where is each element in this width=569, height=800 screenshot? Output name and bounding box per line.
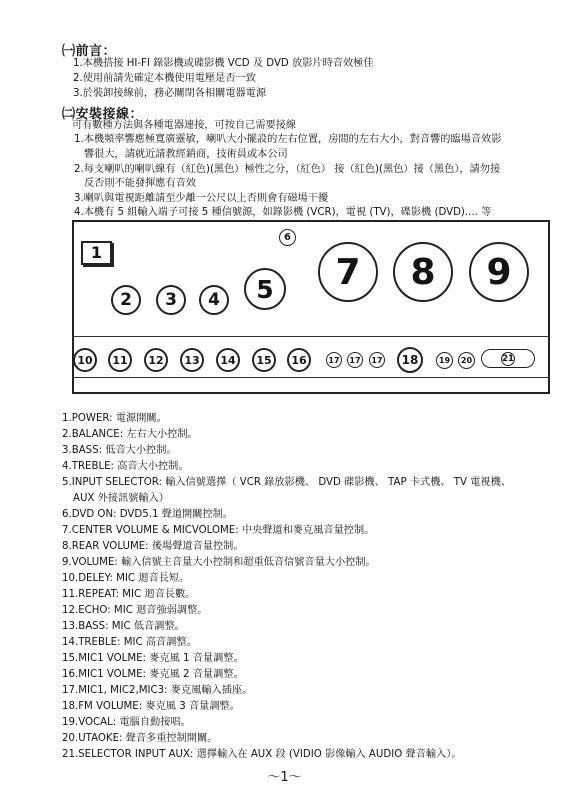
install-line: 1.本機頻率響應極寬廣靈敏，喇叭大小擺設的左右位置，房間的左右大小，對音響的臨場音效影 — [74, 134, 502, 145]
control-item: 15.MIC1 VOLME: 麥克風 1 音量調整。 — [62, 653, 244, 664]
jack-label-17: 17 — [326, 352, 342, 368]
control-item: 2.BALANCE: 左右大小控制。 — [62, 429, 198, 440]
control-item: 12.ECHO: MIC 迴音強弱調整。 — [62, 605, 208, 616]
intro-heading: ㈠前言： — [62, 44, 117, 59]
knob-label-7: 7 — [318, 242, 378, 302]
control-item: 13.BASS: MIC 低音調整。 — [62, 621, 185, 632]
control-item: AUX 外接訊號輸入） — [73, 493, 169, 504]
install-line: 4.本機有 5 組輸入端子可接 5 種信號源，如錄影機 (VCR)，電視 (TV)，碟影機 (DVD).... 等 — [74, 207, 492, 218]
knob-label-16: 16 — [287, 348, 311, 372]
knob-label-5: 5 — [244, 268, 286, 310]
install-heading: ㈡安裝接線： — [62, 107, 144, 122]
control-item: 19.VOCAL: 電腦自動接唱。 — [62, 717, 191, 728]
control-item: 1.POWER: 電源開關。 — [62, 413, 167, 424]
jack-label-17: 17 — [347, 352, 363, 368]
jack-label-17: 17 — [369, 352, 385, 368]
page-number: ～1～ — [267, 770, 302, 785]
knob-label-18: 18 — [397, 347, 423, 373]
knob-label-2: 2 — [111, 285, 141, 315]
knob-label-4: 4 — [199, 285, 229, 315]
panel-divider — [72, 377, 550, 378]
control-item: 17.MIC1, MIC2,MIC3: 麥克風輸入插座。 — [62, 685, 253, 696]
control-item: 10.DELEY: MIC 迴音長短。 — [62, 573, 190, 584]
install-line: 可有數種方法與各種電器連接，可按自己需要接線 — [72, 120, 297, 131]
control-item: 20.UTAOKE: 聲音多重控制開關。 — [62, 733, 218, 744]
knob-label-10: 10 — [73, 348, 97, 372]
power-square-label: 1 — [81, 241, 112, 265]
control-item: 11.REPEAT: MIC 迴音長數。 — [62, 589, 196, 600]
intro-line: 1.本機搭接 HI-FI 錄影機或碟影機 VCD 及 DVD 放影片時音效極佳 — [73, 58, 374, 69]
control-item: 21.SELECTOR INPUT AUX: 選擇輸入在 AUX 段 (VIDIO 影像輸入 AUDIO 聲音輸入）。 — [62, 749, 462, 760]
control-item: 18.FM VOLUME: 麥克風 3 音量調整。 — [62, 701, 240, 712]
install-line: 2.每支喇叭的喇叭線有（紅色)(黑色）極性之分，（紅色） 接（紅色)(黑色）接（黑色），請勿接 — [74, 164, 501, 175]
install-line: 反否則不能發揮應有音效 — [84, 178, 197, 189]
control-item: 3.BASS: 低音大小控制。 — [62, 445, 177, 456]
knob-label-11: 11 — [108, 348, 132, 372]
knob-label-3: 3 — [156, 285, 186, 315]
selector-label-21: 21 — [502, 353, 514, 364]
install-line: 3.喇叭與電視距離請至少離一公尺以上否則會有磁場干擾 — [74, 193, 329, 204]
control-item: 7.CENTER VOLUME & MICVOLOME: 中央聲道和麥克風音量控制。 — [62, 525, 375, 536]
knob-label-8: 8 — [393, 242, 453, 302]
selector-oval — [481, 349, 535, 368]
front-panel-diagram — [72, 220, 550, 394]
button-label-20: 20 — [458, 352, 475, 369]
control-item: 8.REAR VOLUME: 後場聲道音量控制。 — [62, 541, 244, 552]
control-item: 16.MIC1 VOLME: 麥克風 2 音量調整。 — [62, 669, 244, 680]
button-label-19: 19 — [436, 352, 453, 369]
control-item: 9.VOLUME: 輸入信號主音量大小控制和超重低音信號音量大小控制。 — [62, 557, 376, 568]
intro-line: 2.使用前請先確定本機使用電壓是否一致 — [73, 73, 256, 84]
knob-label-15: 15 — [252, 348, 276, 372]
knob-label-12: 12 — [144, 348, 168, 372]
knob-label-6: 6 — [279, 229, 296, 246]
control-item: 6.DVD ON: DVD5.1 聲道開關控制。 — [62, 509, 233, 520]
install-line: 響很大，請就近請教經銷商，技術員或本公司 — [84, 149, 288, 160]
control-item: 5.INPUT SELECTOR: 輸入信號選擇（ VCR 錄放影機、 DVD 碟影機、 TAP 卡式機、 TV 電視機、 — [62, 477, 511, 488]
control-item: 14.TREBLE: MIC 高音調整。 — [62, 637, 197, 648]
panel-divider — [72, 336, 550, 337]
control-item: 4.TREBLE: 高音大小控制。 — [62, 461, 189, 472]
intro-line: 3.於裝卸接線前，務必關閉各相關電器電源 — [73, 88, 267, 99]
knob-label-13: 13 — [180, 348, 204, 372]
knob-label-9: 9 — [469, 242, 529, 302]
knob-label-14: 14 — [216, 348, 240, 372]
